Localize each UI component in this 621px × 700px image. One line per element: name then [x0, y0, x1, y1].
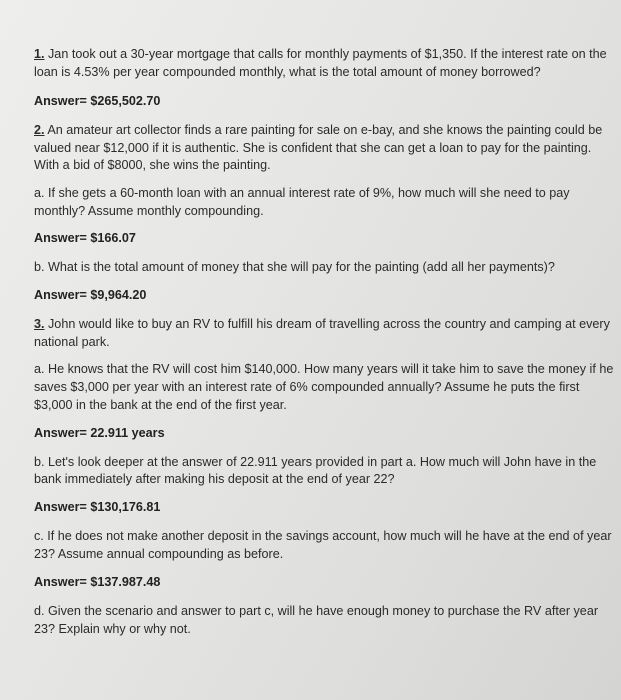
q1-answer: Answer= $265,502.70 [34, 94, 161, 108]
q3-number: 3. [34, 317, 45, 331]
q1-number: 1. [34, 47, 45, 61]
q3c-answer: Answer= $137.987.48 [34, 575, 161, 589]
q3a-line-1: a. He knows that the RV will cost him $140,000. How many years will it take him to save the money if he [34, 362, 614, 376]
q2-text-1: An amateur art collector finds a rare painting for sale on e-bay, and she knows the painting could be [44, 123, 603, 137]
q2b-line-1: b. What is the total amount of money that she will pay for the painting (add all her payments)? [34, 260, 555, 274]
q3a-line-2: saves $3,000 per year with an interest rate of 6% compounded annually? Assume he puts the first [34, 380, 580, 394]
q2-number: 2. [34, 123, 45, 137]
q3a-answer: Answer= 22.911 years [34, 426, 165, 440]
q3a-line-3: $3,000 in the bank at the end of the first year. [34, 398, 287, 412]
q1-line-1 [34, 45, 614, 63]
q2-line-3: With a bid of $8000, she wins the painting. [34, 158, 271, 172]
q3b-line-1: b. Let's look deeper at the answer of 22.911 years provided in part a. How much will John have in the [34, 455, 597, 469]
q3c-line-2: 23? Assume annual compounding as before. [34, 547, 284, 561]
q2-line-2: valued near $12,000 if it is authentic. She is confident that she can get a loan to pay for the painting. [34, 141, 592, 155]
q3-line-2: national park. [34, 335, 110, 349]
q1-line-2: loan is 4.53% per year compounded monthly, what is the total amount of money borrowed? [34, 65, 541, 79]
q3d-line-1: d. Given the scenario and answer to part c, will he have enough money to purchase the RV after year [34, 604, 599, 618]
q3c-line-1: c. If he does not make another deposit in the savings account, how much will he have at the end of year [34, 529, 612, 543]
q2a-line-2: monthly? Assume monthly compounding. [34, 204, 264, 218]
q2a-line-1: a. If she gets a 60-month loan with an annual interest rate of 9%, how much will she need to pay [34, 186, 570, 200]
q2-line-1 [34, 121, 614, 139]
q2a-answer: Answer= $166.07 [34, 231, 136, 245]
q1-text-1: Jan took out a 30-year mortgage that calls for monthly payments of $1,350. If the interest rate on the [44, 47, 607, 61]
q3b-answer: Answer= $130,176.81 [34, 500, 161, 514]
q3-line-1 [34, 315, 614, 333]
q3-text-1: John would like to buy an RV to fulfill his dream of travelling across the country and camping at every [44, 317, 610, 331]
q3d-line-2: 23? Explain why or why not. [34, 622, 191, 636]
q3b-line-2: bank immediately after making his deposit at the end of year 22? [34, 472, 395, 486]
q2b-answer: Answer= $9,964.20 [34, 288, 147, 302]
